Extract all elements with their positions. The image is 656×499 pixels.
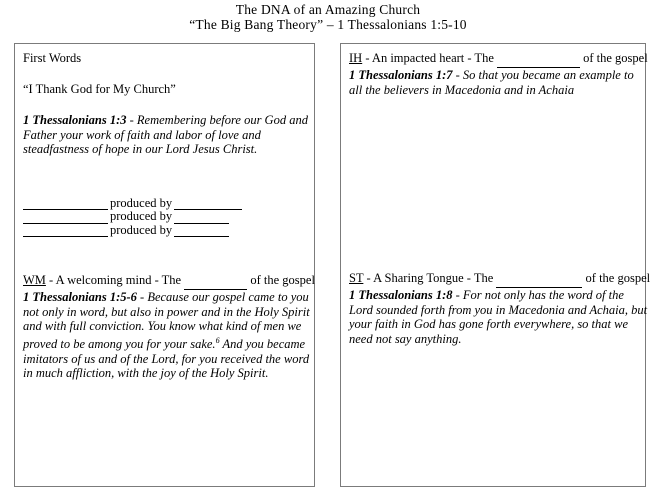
passage-text: your faith in God has gone forth everywhere, so that we <box>349 317 629 332</box>
spacer <box>23 97 306 113</box>
passage-text: all the believers in Macedonia and in Achaia <box>349 82 575 97</box>
section-title: - An impacted heart - The <box>362 51 497 65</box>
section-code: ST <box>349 271 364 286</box>
reference-dash: - <box>136 290 148 304</box>
fill-in-row[interactable] <box>23 224 306 237</box>
passage-text: proved to be among you for your sake. <box>23 336 216 351</box>
scripture-block-1-7 <box>349 68 637 97</box>
blank-field[interactable] <box>23 197 108 210</box>
title-line-1: The DNA of an Amazing Church <box>235 2 421 17</box>
scripture-reference: 1 Thessalonians 1:8 <box>349 288 453 303</box>
spacer <box>23 237 306 261</box>
passage-text: steadfastness of hope in our Lord Jesus Christ. <box>23 142 258 157</box>
title-line-2: “The Big Bang Theory” – 1 Thessalonians 1:5-10 <box>189 16 467 32</box>
passage-text: in much affliction, with the joy of the Holy Spirit. <box>23 366 269 381</box>
section-heading-ih <box>349 51 648 68</box>
spacer <box>23 66 306 82</box>
passage-text: Remembering before our God and <box>136 113 308 127</box>
reference-dash: - <box>126 113 137 127</box>
left-heading: First Words <box>23 51 82 65</box>
blank-field[interactable] <box>497 52 580 68</box>
blank-field[interactable] <box>174 210 229 223</box>
scripture-block-1-3 <box>23 113 306 157</box>
passage-text: For not only has the word of the <box>462 288 624 303</box>
blank-field[interactable] <box>496 272 582 288</box>
passage-text: Father your work of faith and labor of love and <box>23 127 261 142</box>
fill-in-label: produced by <box>110 222 173 237</box>
passage-text: Because our gospel came to you <box>147 290 309 304</box>
fill-in-label: produced by <box>110 209 173 224</box>
document-title <box>0 0 656 32</box>
spacer <box>23 261 306 273</box>
left-subheading: “I Thank God for My Church” <box>23 82 176 96</box>
section-title: - A welcoming mind - The <box>45 273 185 287</box>
passage-text: imitators of us and of the Lord, for you received the word <box>23 351 310 366</box>
right-content-box <box>340 43 651 487</box>
scripture-reference: 1 Thessalonians 1:5-6 <box>23 290 137 304</box>
blank-field[interactable] <box>23 224 108 237</box>
scripture-block-1-5-6 <box>23 290 310 381</box>
verse-number: 6 <box>215 335 220 345</box>
spacer <box>23 157 306 181</box>
section-code: WM <box>23 273 46 287</box>
passage-text: and with full conviction. You know what kind of men we <box>23 319 302 334</box>
fill-in-row[interactable] <box>23 210 306 223</box>
scripture-block-1-8 <box>349 288 648 346</box>
passage-text: So that you became an example to <box>462 68 634 82</box>
reference-dash: - <box>452 68 463 82</box>
section-code: IH <box>349 51 363 65</box>
reference-dash: - <box>452 288 463 303</box>
passage-text: need not say anything. <box>349 331 462 346</box>
passage-continuation: And you became <box>219 336 306 351</box>
section-suffix: of the gospel <box>582 271 651 286</box>
blank-field[interactable] <box>184 274 247 290</box>
spacer <box>349 97 637 271</box>
section-heading-st <box>349 271 651 288</box>
section-suffix: of the gospel <box>580 51 648 65</box>
section-suffix: of the gospel <box>247 273 315 287</box>
blank-field[interactable] <box>174 224 229 237</box>
content-columns <box>0 43 656 488</box>
scripture-reference: 1 Thessalonians 1:7 <box>349 68 453 82</box>
section-heading-wm <box>23 273 315 290</box>
passage-text: Lord sounded forth from you in Macedonia and Achaia, but <box>349 302 648 317</box>
passage-text-with-verse-marker <box>23 334 306 352</box>
fill-in-row[interactable] <box>23 197 306 210</box>
passage-text: not only in word, but also in power and in the Holy Spirit <box>23 304 310 319</box>
fill-in-the-blank-group <box>23 197 306 237</box>
spacer <box>23 181 306 195</box>
scripture-reference: 1 Thessalonians 1:3 <box>23 113 127 127</box>
section-title: - A Sharing Tongue - The <box>363 271 497 286</box>
fill-in-label: produced by <box>110 195 173 210</box>
left-content-box <box>14 43 315 487</box>
blank-field[interactable] <box>174 197 242 210</box>
blank-field[interactable] <box>23 210 108 223</box>
